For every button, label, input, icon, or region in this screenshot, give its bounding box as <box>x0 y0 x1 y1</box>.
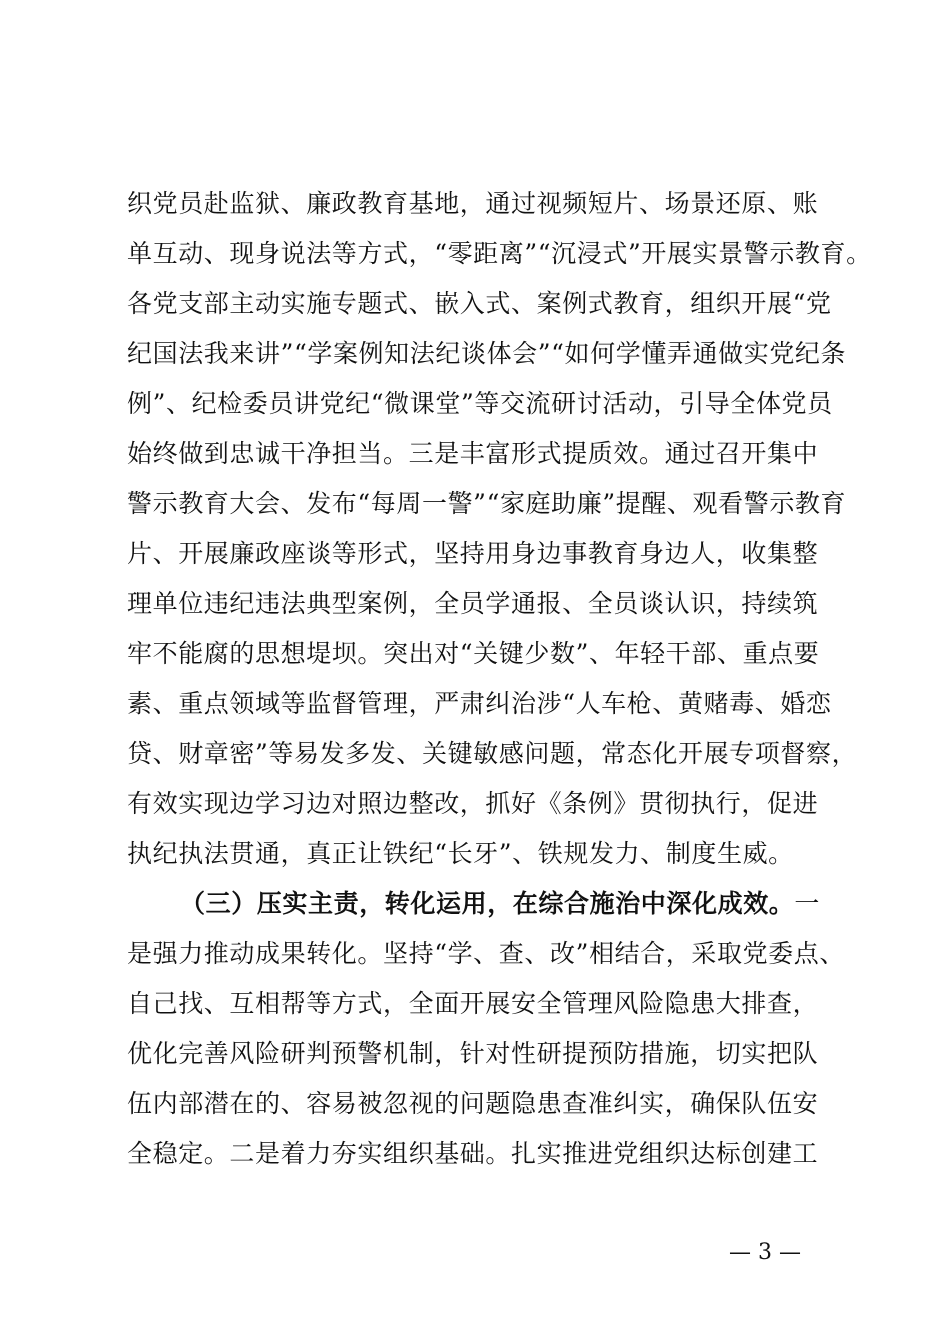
text-line: 有效实现边学习边对照边整改，抓好《条例》贯彻执行，促进 <box>127 789 819 818</box>
text-line: 单互动、现身说法等方式，“零距离”“沉浸式”开展实景警示教育。 <box>127 239 872 268</box>
text-line: 警示教育大会、发布“每周一警”“家庭助廉”提醒、观看警示教育 <box>127 489 847 518</box>
text-line: 各党支部主动实施专题式、嵌入式、案例式教育，组织开展“党 <box>127 289 832 318</box>
text-line: 素、重点领域等监督管理，严肃纠治涉“人车枪、黄赌毒、婚恋 <box>127 689 832 718</box>
text-line: 是强力推动成果转化。坚持“学、查、改”相结合，采取党委点、 <box>127 939 845 968</box>
text-line: 理单位违纪违法典型案例，全员学通报、全员谈认识，持续筑 <box>127 589 819 618</box>
text-line: 织党员赴监狱、廉政教育基地，通过视频短片、场景还原、账 <box>127 189 819 218</box>
text-line: 自己找、互相帮等方式，全面开展安全管理风险隐患大排查， <box>127 989 819 1018</box>
text-line: 片、开展廉政座谈等形式，坚持用身边事教育身边人，收集整 <box>127 539 819 568</box>
text-line: 执纪执法贯通，真正让铁纪“长牙”、铁规发力、制度生威。 <box>127 839 794 868</box>
text-line: 始终做到忠诚干净担当。三是丰富形式提质效。通过召开集中 <box>127 439 819 468</box>
section-heading-line <box>180 889 910 919</box>
text-line: 全稳定。二是着力夯实组织基础。扎实推进党组织达标创建工 <box>127 1139 819 1168</box>
page-number: — 3 — <box>729 1240 801 1265</box>
section-heading-continuation: 一 <box>794 889 821 918</box>
text-line: 例”、纪检委员讲党纪“微课堂”等交流研讨活动，引导全体党员 <box>127 389 833 418</box>
text-line: 伍内部潜在的、容易被忽视的问题隐患查准纠实，确保队伍安 <box>127 1089 819 1118</box>
text-line: 贷、财章密”等易发多发、关键敏感问题，常态化开展专项督察， <box>127 739 858 768</box>
text-line: 纪国法我来讲”“学案例知法纪谈体会”“如何学懂弄通做实党纪条 <box>127 339 847 368</box>
text-line: 优化完善风险研判预警机制，针对性研提预防措施，切实把队 <box>127 1039 819 1068</box>
text-line: 牢不能腐的思想堤坝。突出对“关键少数”、年轻干部、重点要 <box>127 639 820 668</box>
section-heading: （三）压实主责，转化运用，在综合施治中深化成效。 <box>180 889 795 918</box>
